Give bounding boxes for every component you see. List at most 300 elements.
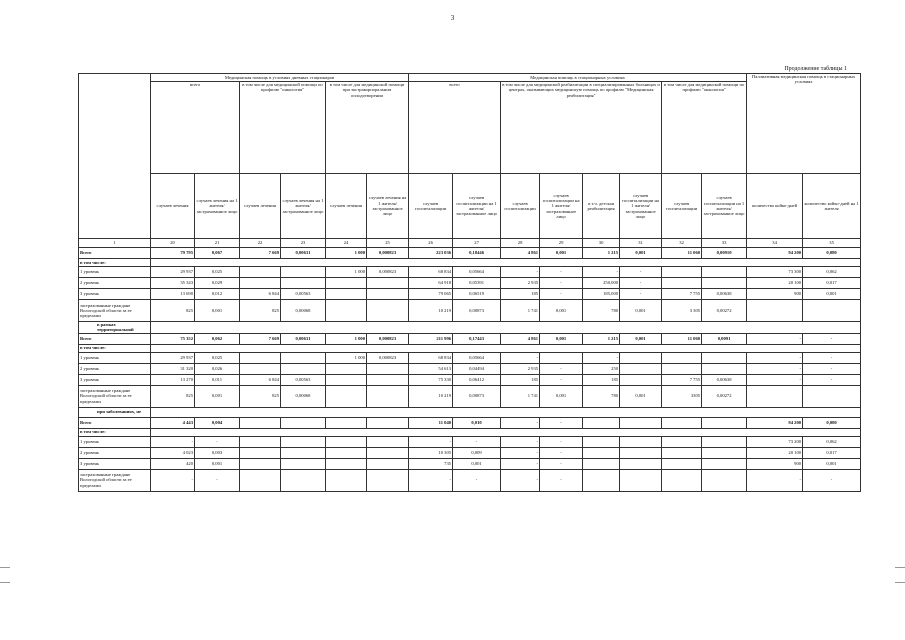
table-cell: 0,001 (620, 333, 662, 344)
table-cell (240, 352, 281, 363)
table-cell: 420 (151, 458, 195, 469)
column-number: 28 (501, 239, 540, 248)
row-label: 2 уровень (79, 363, 151, 374)
table-cell: 825 (151, 385, 195, 407)
table-cell: - (540, 267, 583, 278)
table-cell (281, 278, 326, 289)
table-cell (240, 363, 281, 374)
table-cell: 0,0091 (702, 333, 747, 344)
table-cell (281, 267, 326, 278)
group-day-care: Медицинская помощь в условиях дневных стационаров (151, 74, 409, 82)
table-cell: - (540, 374, 583, 385)
column-header: случаев лечения на 1 жителя/застрахованное лицо (367, 174, 409, 239)
table-cell (367, 447, 409, 458)
table-cell (702, 278, 747, 289)
table-cell: 2 935 (501, 363, 540, 374)
table-cell: 0,00631 (281, 248, 326, 259)
table-cell (702, 436, 747, 447)
table-cell: - (195, 436, 240, 447)
table-cell: 0,05391 (453, 278, 501, 289)
table-cell: 250 (583, 363, 620, 374)
row-label: 2 уровень (79, 278, 151, 289)
right-edge-mark (895, 567, 905, 568)
section-row (79, 344, 861, 352)
subgroup-ip-total: всего (409, 82, 501, 174)
table-cell: 0,025 (195, 267, 240, 278)
table-cell: 10 219 (409, 385, 453, 407)
table-row (79, 289, 861, 300)
table-cell (367, 278, 409, 289)
table-cell: - (540, 458, 583, 469)
table-cell: 900 (747, 458, 803, 469)
column-header: случаев лечения (240, 174, 281, 239)
table-cell: - (540, 417, 583, 428)
table-cell (281, 352, 326, 363)
table-cell (620, 469, 662, 491)
table-cell (326, 289, 367, 300)
table-cell (583, 436, 620, 447)
column-number: 31 (620, 239, 662, 248)
column-header: случаев лечения на 1 жителя/застрахованное лицо (281, 174, 326, 239)
table-cell: 10 219 (409, 300, 453, 322)
table-cell: 1 000 (326, 267, 367, 278)
table-cell: 13 270 (151, 374, 195, 385)
table-cell (367, 469, 409, 491)
table-cell: 79 065 (409, 289, 453, 300)
table-cell: 7 669 (240, 248, 281, 259)
table-cell: 780 (583, 300, 620, 322)
table-cell: 0,009 (453, 447, 501, 458)
table-cell: 4 861 (501, 248, 540, 259)
table-cell (326, 385, 367, 407)
column-number: 25 (367, 239, 409, 248)
table-cell: - (583, 267, 620, 278)
table-row (79, 300, 861, 322)
row-label: Всего (79, 333, 151, 344)
empty-cell (151, 344, 861, 352)
table-cell (662, 417, 702, 428)
table-cell (240, 417, 281, 428)
section-label: в рамках территориальной (79, 322, 151, 334)
section-row (79, 428, 861, 436)
table-cell: - (501, 436, 540, 447)
table-cell (240, 469, 281, 491)
table-cell: 0,001 (195, 300, 240, 322)
column-number: 1 (79, 239, 151, 248)
table-cell (240, 447, 281, 458)
table-cell: 0,05664 (453, 352, 501, 363)
table-cell: 1 000 (326, 248, 367, 259)
table-cell (662, 469, 702, 491)
table-cell (803, 300, 861, 322)
table-row (79, 469, 861, 491)
section-row (79, 407, 861, 417)
column-number: 21 (195, 239, 240, 248)
section-row (79, 322, 861, 334)
table-cell (702, 352, 747, 363)
column-number: 34 (747, 239, 803, 248)
table-cell: - (803, 374, 861, 385)
column-header: случаев госпитализации (662, 174, 702, 239)
table-cell (367, 458, 409, 469)
table-cell: 1 000 (326, 352, 367, 363)
table-cell (326, 417, 367, 428)
table-cell: - (620, 278, 662, 289)
table-cell: 0,18446 (453, 248, 501, 259)
table-cell: 0,00638 (702, 289, 747, 300)
table-cell: 0,017 (803, 278, 861, 289)
table-cell (240, 278, 281, 289)
table-cell: 2 935 (501, 278, 540, 289)
empty-cell (151, 428, 861, 436)
table-cell: - (583, 352, 620, 363)
table-cell: 223 036 (409, 248, 453, 259)
table-cell: 6 844 (240, 374, 281, 385)
empty-cell (151, 259, 861, 267)
row-label: застрахованные граждане Вологодской области за ее пределами (79, 385, 151, 407)
table-row (79, 417, 861, 428)
table-cell: - (620, 267, 662, 278)
table-row (79, 374, 861, 385)
subgroup-ip-rehab: в том числе для медицинской реабилитации в специализированных больницах и центрах, оказывающих медицинскую помощь по профилю "Медицинская реабилитация" (501, 82, 662, 174)
table-row (79, 278, 861, 289)
section-label: в том числе: (79, 344, 151, 352)
table-cell: - (409, 469, 453, 491)
table-cell: 0,17443 (453, 333, 501, 344)
table-cell: 64 918 (409, 278, 453, 289)
table-cell: 0,001 (540, 300, 583, 322)
table-cell (240, 267, 281, 278)
table-cell: 1 000 (326, 333, 367, 344)
table-cell: 0,025 (195, 352, 240, 363)
table-cell: 0,001 (803, 289, 861, 300)
empty-cell (151, 322, 861, 334)
table-cell (326, 447, 367, 458)
table-cell (326, 300, 367, 322)
column-number: 29 (540, 239, 583, 248)
table-cell: 7 669 (240, 333, 281, 344)
table-cell: 825 (240, 300, 281, 322)
table-cell: 0,062 (195, 333, 240, 344)
table-cell: 0,003 (195, 447, 240, 458)
table-cell: 4 443 (151, 417, 195, 428)
table-cell: - (747, 333, 803, 344)
table-cell: 4 023 (151, 447, 195, 458)
table-cell: - (747, 352, 803, 363)
table-cell: 4 861 (501, 333, 540, 344)
table-cell: 0,001 (540, 248, 583, 259)
table-cell (702, 458, 747, 469)
table-cell: 0,00910 (702, 248, 747, 259)
column-header: случаев лечения на 1 жителя/застрахованное лицо (195, 174, 240, 239)
table-cell (662, 267, 702, 278)
table-cell: 29 937 (151, 352, 195, 363)
row-label: застрахованные граждане Вологодской области за ее пределами (79, 469, 151, 491)
table-cell: - (803, 352, 861, 363)
table-cell: - (501, 417, 540, 428)
column-header: случаев госпитализации на 1 жителя/застрахованное лицо (620, 174, 662, 239)
row-label: застрахованные граждане Вологодской области за ее пределами (79, 300, 151, 322)
table-cell: 75 352 (151, 333, 195, 344)
table-cell: 0,012 (195, 289, 240, 300)
table-cell (281, 436, 326, 447)
table-cell: 0,00068 (281, 385, 326, 407)
table-cell (367, 417, 409, 428)
table-cell: 0,06519 (453, 289, 501, 300)
table-cell (620, 352, 662, 363)
table-cell (367, 300, 409, 322)
row-label: 1 уровень (79, 352, 151, 363)
table-cell (662, 447, 702, 458)
table-cell (326, 278, 367, 289)
table-cell: 68 834 (409, 267, 453, 278)
table-cell: 73 300 (747, 267, 803, 278)
table-cell: 250,000 (583, 278, 620, 289)
table-cell (702, 363, 747, 374)
table-row (79, 267, 861, 278)
table-cell (326, 458, 367, 469)
table-cell: 185 (501, 289, 540, 300)
table-row (79, 352, 861, 363)
row-label: 1 уровень (79, 267, 151, 278)
table-cell (662, 458, 702, 469)
table-cell: - (747, 469, 803, 491)
table-cell (662, 278, 702, 289)
table-cell: 0,000823 (367, 267, 409, 278)
table-cell: 0,080 (803, 248, 861, 259)
table-cell (367, 436, 409, 447)
table-cell: - (453, 436, 501, 447)
table-cell: - (501, 447, 540, 458)
table-cell: 0,001 (620, 300, 662, 322)
table-cell: 0,001 (803, 458, 861, 469)
table-cell: 1 741 (501, 300, 540, 322)
table-cell (281, 363, 326, 374)
table-cell: 0,001 (195, 458, 240, 469)
column-header: количество койко-дней на 1 жителя (803, 174, 861, 239)
table-row (79, 458, 861, 469)
right-edge-mark (895, 582, 905, 583)
table-cell (326, 469, 367, 491)
table-cell: 31 320 (151, 363, 195, 374)
table-cell: 73 200 (747, 436, 803, 447)
table-cell: - (540, 469, 583, 491)
data-table (78, 73, 861, 492)
table-cell: 0,001 (540, 385, 583, 407)
table-cell: 0,062 (803, 267, 861, 278)
column-header: количество койко-дней (747, 174, 803, 239)
table-cell: 0,00563 (281, 289, 326, 300)
table-cell: 0,080 (803, 417, 861, 428)
column-header: случаев госпитализации (501, 174, 540, 239)
table-cell: 0,001 (540, 333, 583, 344)
table-cell (367, 385, 409, 407)
table-cell: 35 343 (151, 278, 195, 289)
table-cell (620, 363, 662, 374)
table-cell: - (747, 374, 803, 385)
table-cell: 0,00873 (453, 300, 501, 322)
table-cell: - (151, 436, 195, 447)
table-cell: 1 215 (583, 333, 620, 344)
table-cell: 0,00272 (702, 300, 747, 322)
table-cell: 900 (747, 289, 803, 300)
table-cell: 79 795 (151, 248, 195, 259)
table-cell (662, 436, 702, 447)
table-cell (620, 436, 662, 447)
column-number: 27 (453, 239, 501, 248)
table-cell: 0,001 (620, 248, 662, 259)
table-cell: 3 305 (662, 300, 702, 322)
table-cell (367, 374, 409, 385)
table-cell: - (540, 436, 583, 447)
table-cell: 0,026 (195, 363, 240, 374)
table-cell: 0,067 (195, 248, 240, 259)
column-header: в т.ч. детская реабилитация (583, 174, 620, 239)
section-label: в том числе: (79, 259, 151, 267)
table-cell (281, 458, 326, 469)
table-cell (662, 352, 702, 363)
table-cell: - (540, 447, 583, 458)
table-cell: 29 937 (151, 267, 195, 278)
row-label: 3 уровень (79, 458, 151, 469)
subgroup-dc-total: всего (151, 82, 240, 174)
table-cell: 0,000823 (367, 333, 409, 344)
table-cell: - (409, 436, 453, 447)
table-cell: - (803, 333, 861, 344)
table-cell: 0,000823 (367, 352, 409, 363)
table-cell: - (803, 469, 861, 491)
table-cell (583, 447, 620, 458)
table-cell: - (501, 352, 540, 363)
table-cell: 0,010 (453, 417, 501, 428)
table-cell: 0,001 (620, 385, 662, 407)
table-cell (540, 352, 583, 363)
table-cell (583, 417, 620, 428)
table-row (79, 436, 861, 447)
table-cell: - (540, 278, 583, 289)
table-row (79, 385, 861, 407)
table-cell: 0,00068 (281, 300, 326, 322)
column-number: 26 (409, 239, 453, 248)
section-label: при заболеваниях, не (79, 407, 151, 417)
table-cell: 3305 (662, 385, 702, 407)
table-cell: 0,000823 (367, 248, 409, 259)
table-cell: 94 200 (747, 248, 803, 259)
table-cell: 7 755 (662, 289, 702, 300)
row-label: Всего (79, 417, 151, 428)
table-cell (281, 447, 326, 458)
table-cell: 735 (409, 458, 453, 469)
table-cell (583, 469, 620, 491)
table-cell (367, 363, 409, 374)
column-header: случаев госпитализации на 1 жителя/застрахованное лицо (702, 174, 747, 239)
empty-cell (151, 407, 861, 417)
table-cell: 75 330 (409, 374, 453, 385)
table-cell (240, 436, 281, 447)
table-cell: 6 844 (240, 289, 281, 300)
row-label: 3 уровень (79, 289, 151, 300)
subgroup-dc-eco: в том числе для медицинской помощи при экстракорпоральном оплодотворении (326, 82, 409, 174)
section-label: в том числе: (79, 428, 151, 436)
table-row (79, 363, 861, 374)
page-number: 3 (450, 14, 455, 22)
table-cell: 0,062 (803, 436, 861, 447)
table-cell: 0,011 (195, 374, 240, 385)
column-number: 20 (151, 239, 195, 248)
table-cell (662, 363, 702, 374)
table-cell: 185 (501, 374, 540, 385)
table-cell: 0,00563 (281, 374, 326, 385)
table-cell: 0,029 (195, 278, 240, 289)
table-cell (620, 447, 662, 458)
column-header: случаев лечения (326, 174, 367, 239)
table-cell (583, 458, 620, 469)
column-header: случаев лечения (151, 174, 195, 239)
table-cell: - (453, 469, 501, 491)
table-cell (240, 458, 281, 469)
table-cell (747, 300, 803, 322)
table-cell: - (540, 363, 583, 374)
stub-header-cell (79, 74, 151, 239)
table-cell: 825 (151, 300, 195, 322)
table-cell: 20 100 (747, 447, 803, 458)
table-cell: 54 613 (409, 363, 453, 374)
table-cell (803, 385, 861, 407)
table-cell: 825 (240, 385, 281, 407)
table-cell (326, 363, 367, 374)
subgroup-dc-onco: в том числе для медицинской помощи по профилю "онкология" (240, 82, 326, 174)
table-cell: 1 741 (501, 385, 540, 407)
table-cell (281, 469, 326, 491)
table-cell: - (151, 469, 195, 491)
table-cell: 68 834 (409, 352, 453, 363)
table-cell: 0,004 (195, 417, 240, 428)
table-cell: - (747, 363, 803, 374)
table-cell: - (501, 267, 540, 278)
table-cell: 13 690 (151, 289, 195, 300)
table-cell: 10 305 (409, 447, 453, 458)
table-cell: 0,04494 (453, 363, 501, 374)
table-cell: - (195, 469, 240, 491)
table-cell: 211 996 (409, 333, 453, 344)
table-cell: 11 060 (662, 248, 702, 259)
table-cell (702, 447, 747, 458)
table-cell: 0,001 (453, 458, 501, 469)
table-cell: 94 200 (747, 417, 803, 428)
table-cell (747, 385, 803, 407)
table-cell (702, 267, 747, 278)
table-cell (620, 458, 662, 469)
row-label: 2 уровень (79, 447, 151, 458)
table-cell: 780 (583, 385, 620, 407)
column-number: 33 (702, 239, 747, 248)
column-header: случаев госпитализации на 1 жителя/застрахованное лицо (540, 174, 583, 239)
table-cell (620, 417, 662, 428)
section-row (79, 259, 861, 267)
left-edge-mark (0, 567, 10, 568)
column-number: 35 (803, 239, 861, 248)
row-label: Всего (79, 248, 151, 259)
column-number: 30 (583, 239, 620, 248)
left-edge-mark (0, 582, 10, 583)
table-cell (326, 374, 367, 385)
table-cell: 185 (583, 374, 620, 385)
table-cell: 20 100 (747, 278, 803, 289)
table-cell (702, 417, 747, 428)
table-cell: 0,06412 (453, 374, 501, 385)
table-cell: 11 040 (409, 417, 453, 428)
table-cell: 0,001 (195, 385, 240, 407)
